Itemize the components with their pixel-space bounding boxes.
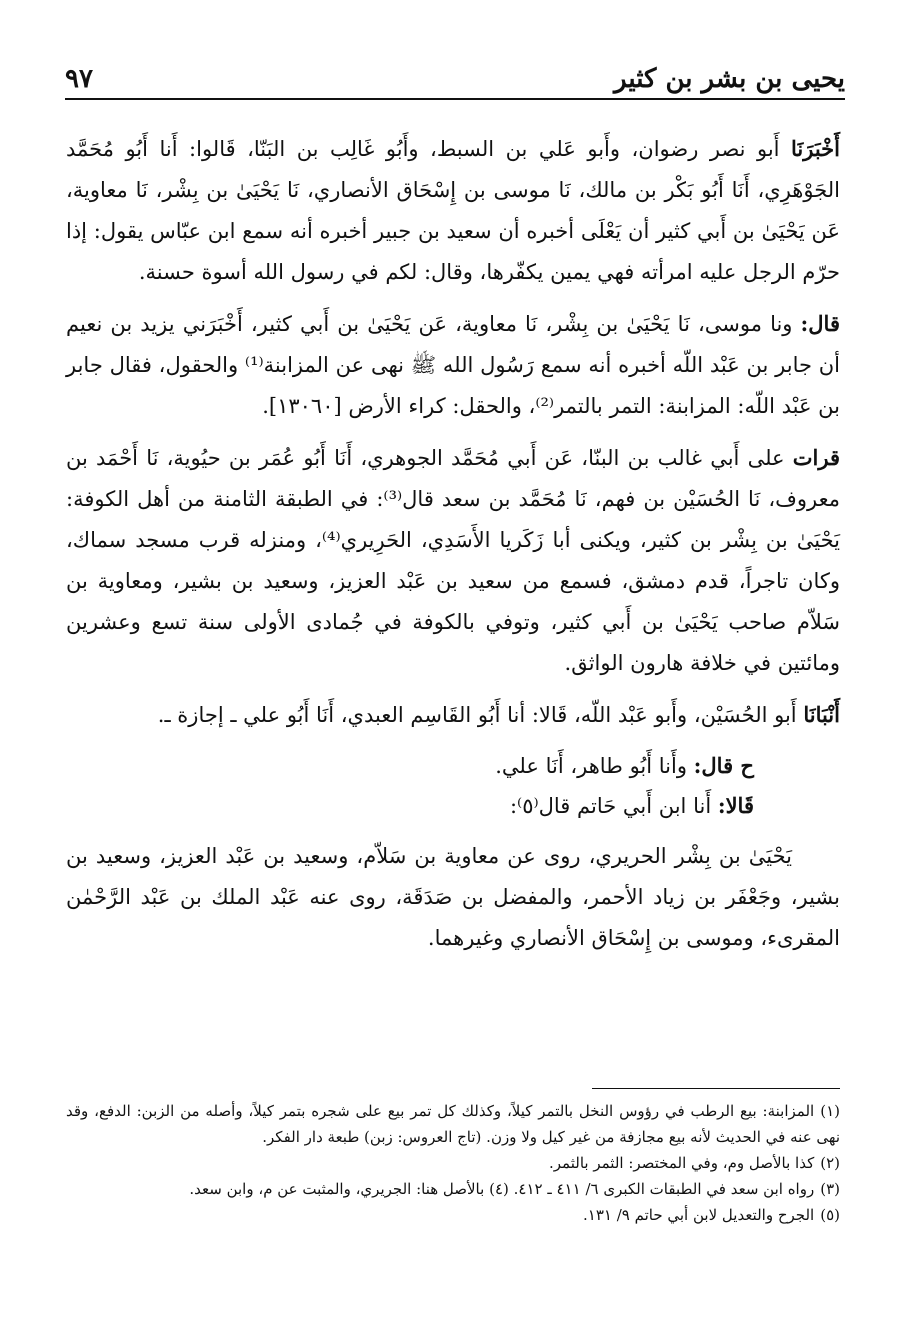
running-title: يحيى بن بشر بن كثير [614,64,845,94]
closing-paragraph: يَحْيَىٰ بن بِشْر الحريري، روى عن معاوية بن سَلاّم، وسعيد بن عَبْد العزيز، وسعيد بن بشير، وجَعْفَر بن زياد الأحمر، والمفضل بن صَدَقَة، روى عنه عَبْد الملك بن عَبْد الرَّحْمٰن المقرىء، وموسى بن إِسْحَاق الأنصاري وغيرهما. [66,844,840,950]
footnote-number: (٥) [820,1206,840,1224]
footnote-number: (٢) [820,1154,840,1172]
header-rule [65,98,845,100]
paragraph-text: أَبو نصر رضوان، وأَبو عَلي بن السبط، وأَبُو غَالِب بن البَنّا، قَالوا: أَنا أَبُو مُحَمَّد الجَوْهَرِي، أَنَا أَبُو بَكْر بن مالك، نَا موسى بن إِسْحَاق الأنصاري، نَا يَحْيَىٰ بن بِشْر، نَا معاوية، عَن يَحْيَىٰ بن أَبي كثير أن يَعْلَى أخبره أن سعيد بن جبير أخبره أنه سمع ابن عبّاس يقول: إذا حرّم الرجل عليه امرأته فهي يمين يكفّرها، وقال: لكم في رسول الله أسوة حسنة. [66,137,840,284]
footnote-1 [66,1098,840,1150]
paragraph-3 [66,437,840,684]
paragraph-lead: قال: [800,311,840,336]
sub-line-text: وأَنا أَبُو طاهر، أَنَا علي. [495,754,694,778]
footnote-number: (٣) [820,1180,840,1198]
sub-line-2 [66,786,840,826]
main-text [66,128,840,969]
footnote-text: الجرح والتعديل لابن أبي حاتم ٩/ ١٣١. [583,1206,815,1224]
paragraph-text: ونا موسى، نَا يَحْيَىٰ بن بِشْر، نَا معاوية، عَن يَحْيَىٰ بن أَبي كثير، أَخْبَرَني يزيد بن نعيم أن جابر بن عَبْد اللّه أخبره أنه سمع رَسُول الله ﷺ نهى عن المزابنة⁽¹⁾ والحقول، فقال جابر بن عَبْد اللّه: المزابنة: التمر بالتمر⁽²⁾، والحقل: كراء الأرض [١٣٠٦٠]. [66,312,841,418]
paragraph-lead: قرات [792,445,840,470]
footnote-3 [66,1176,840,1202]
footnote-text: كذا بالأصل وم، وفي المختصر: الثمر بالثمر. [549,1154,815,1172]
sub-line-text: أَنا ابن أَبي حَاتم قال⁽٥⁾: [509,794,718,818]
footnote-text: المزابنة: بيع الرطب في رؤوس النخل بالتمر كيلاً، وكذلك كل تمر بيع على شجره بتمر كيلاً، وأصله من الزبن: الدفع، وقد نهى عنه في الحديث لأنه بيع مجازفة من غير كيل ولا وزن. (تاج العروس: زبن) طبعة دار الفكر. [66,1102,840,1146]
footnote-5 [66,1202,840,1228]
footnote-rule [592,1088,840,1089]
paragraph-text: على أَبي غالب بن البنّا، عَن أَبي مُحَمَّد الجوهري، أَنَا أَبُو عُمَر بن حيُوية، نَا أَحْمَد بن معروف، نَا الحُسَيْن بن فهم، نَا مُحَمَّد بن سعد قال⁽³⁾: في الطبقة الثامنة من أهل الكوفة: يَحْيَىٰ بن بِشْر بن كثير، ويكنى أبا زَكَريا الأَسَدِي، الحَرِيري⁽⁴⁾، ومنزله قرب مسجد سماك، وكان تاجراً، قدم دمشق، فسمع من سعيد بن عَبْد العزيز، وسعيد بن بشير، ومعاوية بن سَلاّم صاحب يَحْيَىٰ بن أَبي كثير، وتوفي بالكوفة في جُمادى الأولى سنة تسع وعشرين ومائتين في خلافة هارون الواثق. [66,446,840,675]
footnotes [66,1098,840,1228]
paragraph-lead: أَنْبَانَا [803,702,840,727]
page-header [65,58,845,98]
footnote-text: رواه ابن سعد في الطبقات الكبرى ٦/ ٤١١ ـ ٤١٢. (٤) بالأصل هنا: الجريري، والمثبت عن م، وابن سعد. [189,1180,815,1198]
paragraph-text: أَبو الحُسَيْن، وأَبو عَبْد اللّه، قَالا: أنا أَبُو القَاسِم العبدي، أَنَا أَبُو علي ـ إجازة ـ. [157,703,804,727]
sub-line-lead: ح قال: [693,753,754,778]
footnote-2 [66,1150,840,1176]
page-number: ٩٧ [65,64,93,94]
paragraph-1 [66,128,840,293]
paragraph-lead: أَخْبَرَنَا [791,136,840,161]
sub-line-1 [66,746,840,786]
paragraph-4 [66,694,840,736]
sub-line-lead: قَالا: [717,793,754,818]
footnote-number: (١) [820,1102,840,1120]
paragraph-2 [66,303,840,427]
